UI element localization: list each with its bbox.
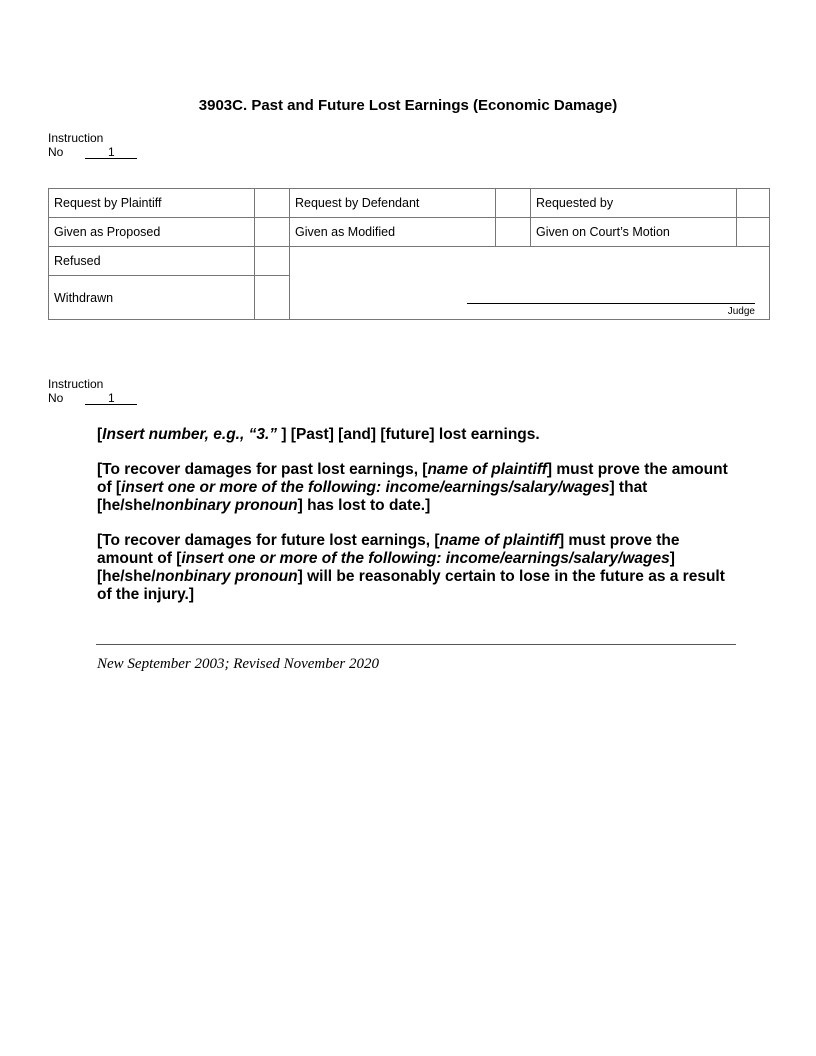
table-row [49, 189, 770, 218]
future-lost-earnings-paragraph: [To recover damages for future lost earnings, [name of plaintiff] must prove the amount of [insert one or more of the following: income/earnings/salary/wages] [he/she/nonbinary pronoun] will be reasonably certain to lose in the future as a result of the injury.] [97, 532, 725, 603]
requested-by-box[interactable] [737, 189, 770, 218]
instruction-no-line [48, 145, 137, 159]
refused-box[interactable] [255, 247, 290, 276]
request-by-plaintiff-label: Request by Plaintiff [49, 189, 255, 218]
instruction-number-block-bottom [48, 377, 137, 405]
request-by-plaintiff-box[interactable] [255, 189, 290, 218]
request-by-defendant-box[interactable] [496, 189, 531, 218]
instruction-heading-paragraph: [Insert number, e.g., “3.” ] [Past] [and] [future] lost earnings. [97, 426, 540, 443]
given-on-courts-motion-label: Given on Court’s Motion [531, 218, 737, 247]
table-row [49, 218, 770, 247]
refused-label: Refused [49, 247, 255, 276]
withdrawn-box[interactable] [255, 276, 290, 320]
revision-history: New September 2003; Revised November 2020 [97, 656, 380, 672]
requested-by-label: Requested by [531, 189, 737, 218]
past-lost-earnings-paragraph: [To recover damages for past lost earnings, [name of plaintiff] must prove the amount of [insert one or more of the following: income/earnings/salary/wages] that [he/she/nonbinary pronoun] has lost to date.] [97, 461, 728, 514]
judge-label: Judge [727, 306, 755, 317]
no-label: No [48, 391, 64, 405]
instruction-number-block-top [48, 131, 137, 159]
judge-signature-area[interactable] [290, 247, 770, 320]
withdrawn-label: Withdrawn [49, 276, 255, 320]
instruction-number: 1 [85, 392, 137, 405]
request-by-defendant-label: Request by Defendant [290, 189, 496, 218]
given-as-modified-label: Given as Modified [290, 218, 496, 247]
no-label: No [48, 145, 64, 159]
given-as-proposed-label: Given as Proposed [49, 218, 255, 247]
given-as-proposed-box[interactable] [255, 218, 290, 247]
instruction-number: 1 [85, 146, 137, 159]
instruction-label: Instruction [48, 131, 104, 145]
instruction-disposition-table [48, 188, 770, 320]
page-title: 3903C. Past and Future Lost Earnings (Economic Damage) [198, 97, 618, 114]
judge-signature-line [467, 303, 755, 304]
instruction-no-line [48, 391, 137, 405]
given-on-courts-motion-box[interactable] [737, 218, 770, 247]
table-row [49, 247, 770, 276]
instruction-label: Instruction [48, 377, 104, 391]
given-as-modified-box[interactable] [496, 218, 531, 247]
section-divider [96, 644, 736, 645]
